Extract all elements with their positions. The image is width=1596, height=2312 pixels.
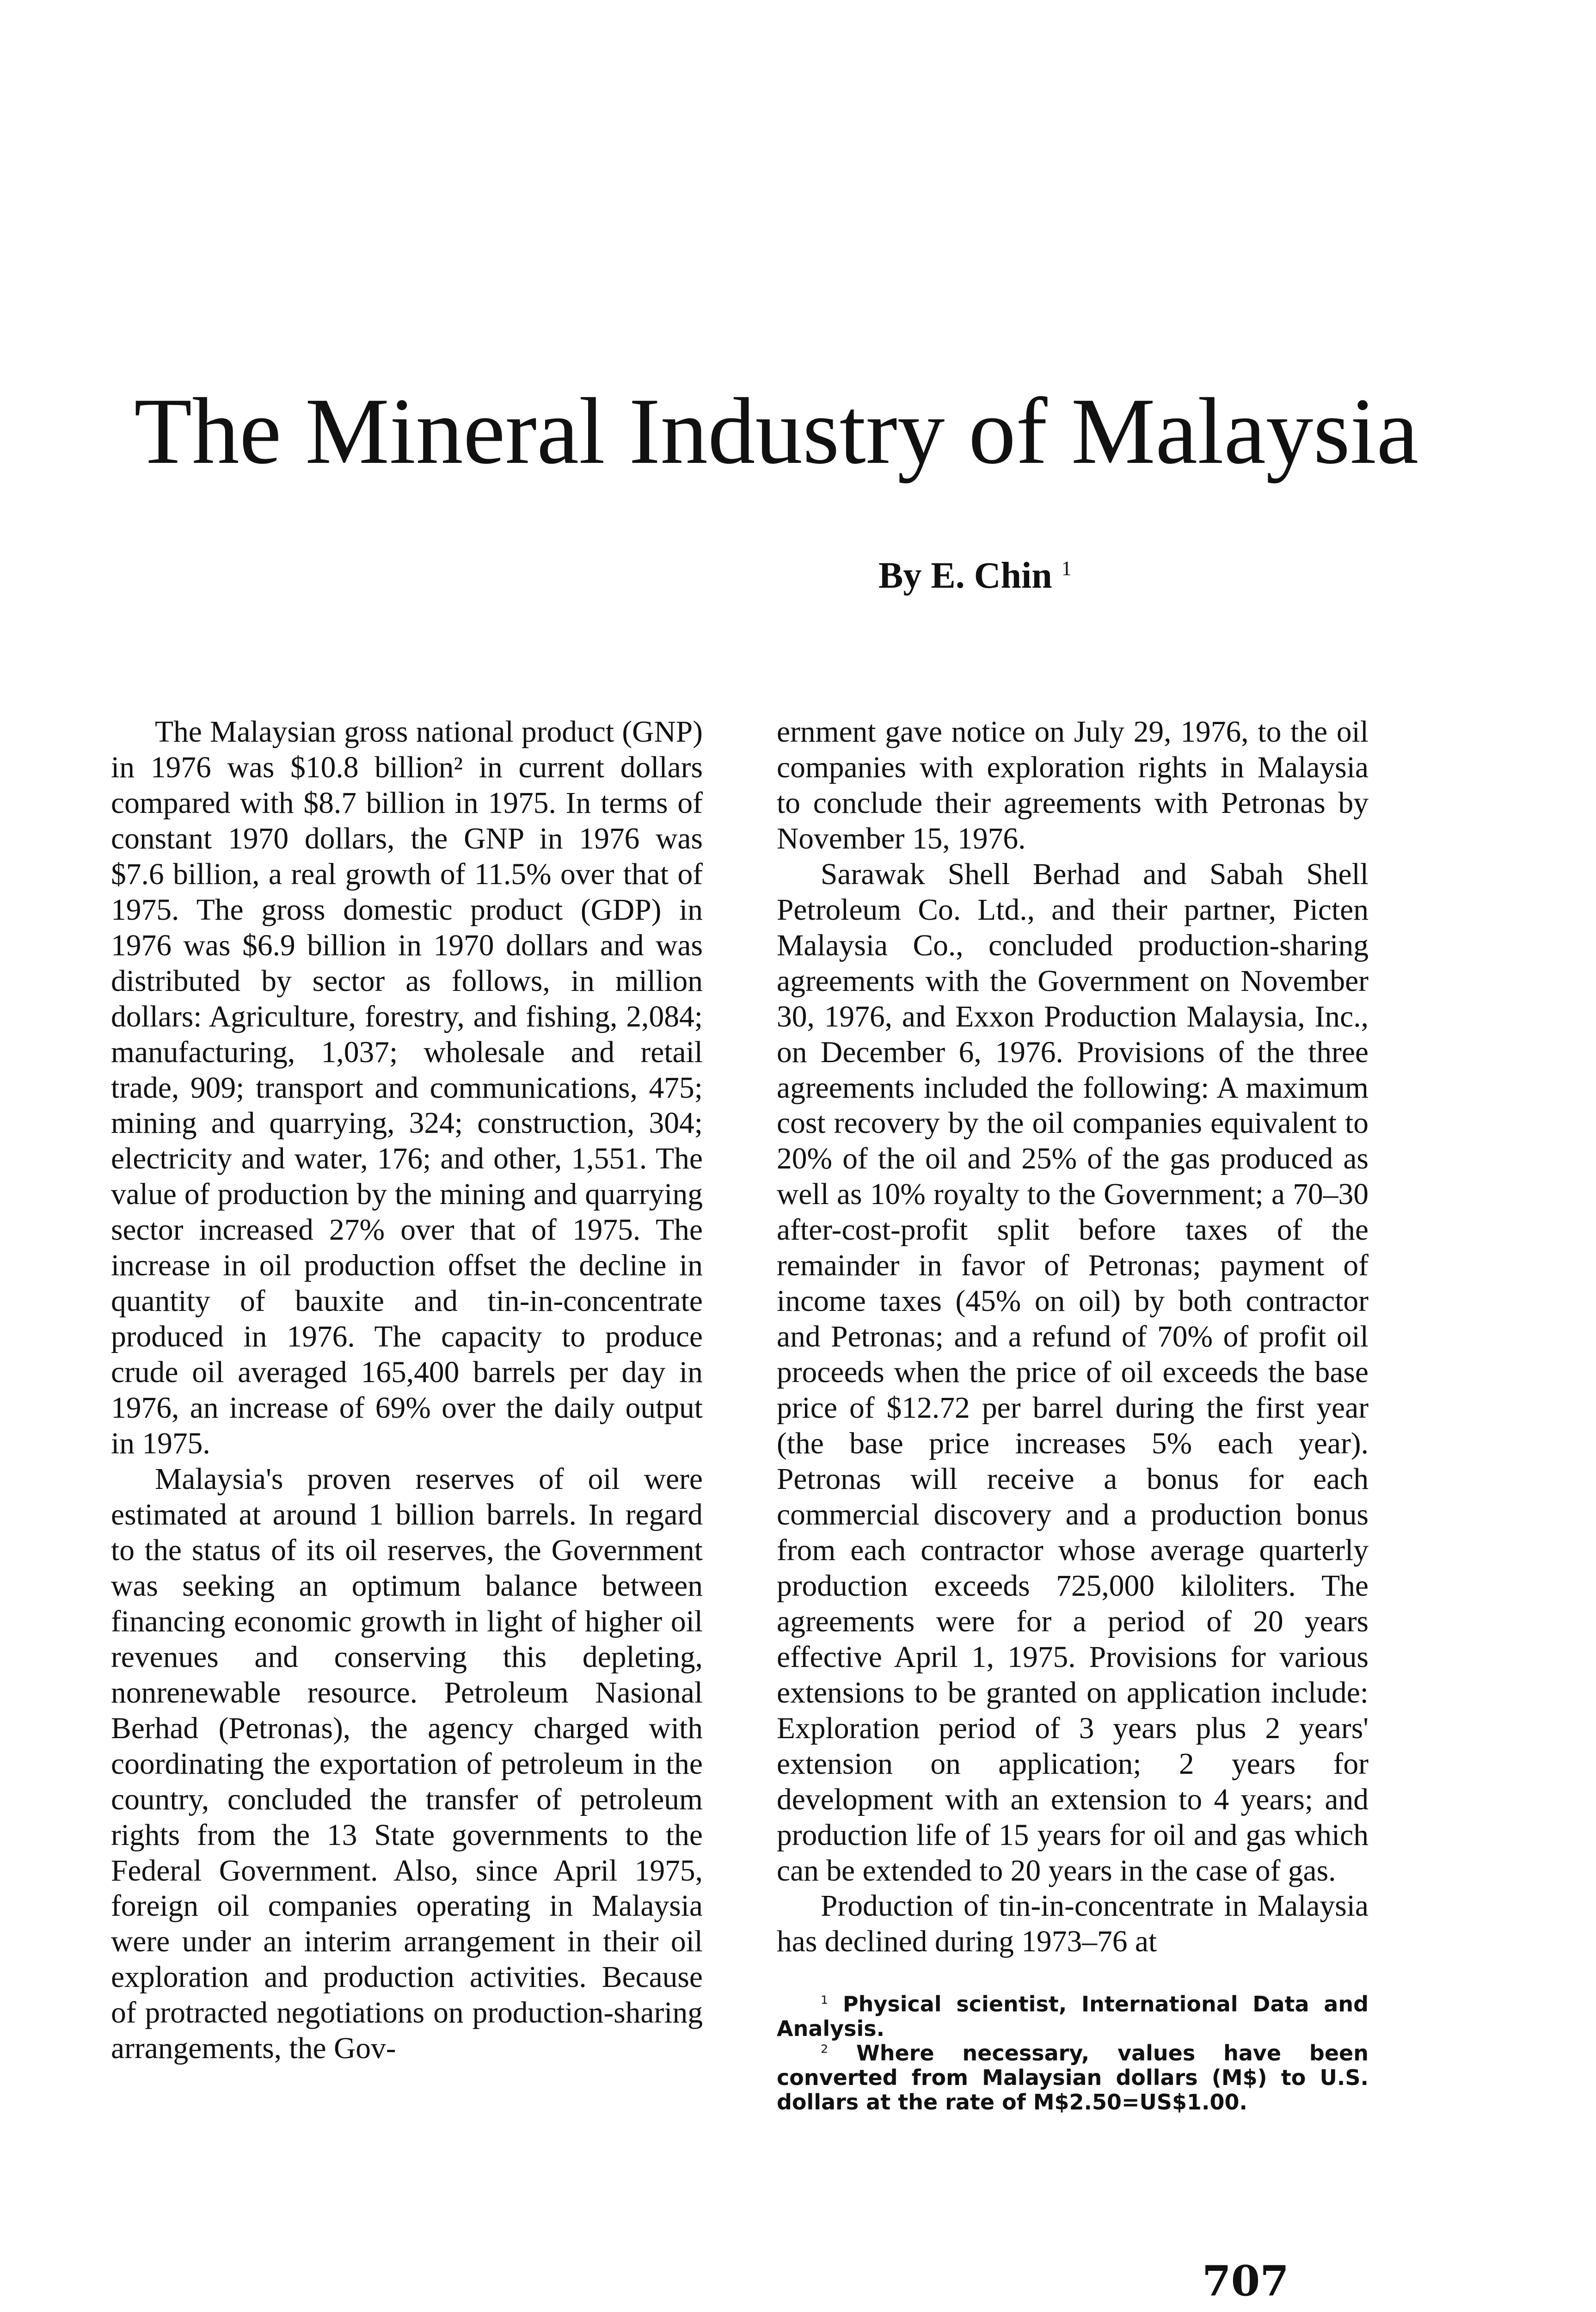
author-name: By E. Chin: [878, 555, 1052, 596]
left-column: [111, 714, 703, 2066]
footnote-2: [777, 2041, 1369, 2115]
footnotes: [777, 1992, 1369, 2114]
author-footnote-marker: 1: [1061, 557, 1072, 580]
article-title: The Mineral Industry of Malaysia: [134, 379, 1419, 484]
paragraph-oil-reserves: Malaysia's proven reserves of oil were estimated at around 1 billion barrels. In regard to the status of its oil reserves, the Government was seeking an optimum balance between financing economic growth in light of higher oil revenues and conserving this depleting, nonrenewable resource. Petroleum Nasional Berhad (Petronas), the agency charged with coordinating the exportation of petroleum in the country, concluded the transfer of petroleum rights from the 13 State governments to the Federal Government. Also, since April 1975, foreign oil companies operating in Malaysia were under an interim arrangement in their oil exploration and production activities. Because of protracted negotiations on production-sharing arrangements, the Gov-: [111, 1463, 703, 2066]
footnote-text: Where necessary, values have been converted from Malaysian dollars (M$) to U.S. dollars at the rate of M$2.50=US$1.00.: [777, 2041, 1369, 2115]
right-column: [777, 714, 1369, 2115]
paragraph-production-sharing: Sarawak Shell Berhad and Sabah Shell Petroleum Co. Ltd., and their partner, Picten Malaysia Co., concluded production-sharing agreements with the Government on November 30, 1976, and Exxon Production Malaysia, Inc., on December 6, 1976. Provisions of the three agreements included the following: A maximum cost recovery by the oil companies equivalent to 20% of the oil and 25% of the gas produced as well as 10% royalty to the Government; a 70–30 after-cost-profit split before taxes of the remainder in favor of Petronas; payment of income taxes (45% on oil) by both contractor and Petronas; and a refund of 70% of profit oil proceeds when the price of oil exceeds the base price of $12.72 per barrel during the first year (the base price increases 5% each year). Petronas will receive a bonus for each commercial discovery and a production bonus from each contractor whose average quarterly production exceeds 725,000 kiloliters. The agreements were for a period of 20 years effective April 1, 1975. Provisions for various extensions to be granted on application include: Exploration period of 3 years plus 2 years' extension on application; 2 years for development with an extension to 4 years; and production life of 15 years for oil and gas which can be extended to 20 years in the case of gas.: [777, 857, 1369, 1888]
footnote-1: [777, 1992, 1369, 2041]
paragraph-tin-production: Production of tin-in-concentrate in Malaysia has declined during 1973–76 at: [777, 1889, 1369, 1959]
author-byline: [878, 555, 1072, 597]
paragraph-gnp: The Malaysian gross national product (GNP) in 1976 was $10.8 billion² in current dollars compared with $8.7 billion in 1975. In terms of constant 1970 dollars, the GNP in 1976 was $7.6 billion, a real growth of 11.5% over that of 1975. The gross domestic product (GDP) in 1976 was $6.9 billion in 1970 dollars and was distributed by sector as follows, in million dollars: Agriculture, forestry, and fishing, 2,084; manufacturing, 1,037; wholesale and retail trade, 909; transport and communications, 475; mining and quarrying, 324; construction, 304; electricity and water, 176; and other, 1,551. The value of production by the mining and quarrying sector increased 27% over that of 1975. The increase in oil production offset the decline in quantity of bauxite and tin-in-concentrate produced in 1976. The capacity to produce crude oil averaged 165,400 barrels per day in 1976, an increase of 69% over the daily output in 1975.: [111, 715, 703, 1461]
page-number: 707: [1202, 2257, 1289, 2306]
footnote-marker: 2: [821, 2042, 829, 2056]
footnote-marker: 1: [821, 1993, 829, 2007]
paragraph-continuation: ernment gave notice on July 29, 1976, to the oil companies with exploration rights in Malaysia to conclude their agreements with Petronas by November 15, 1976.: [777, 715, 1369, 855]
footnote-text: Physical scientist, International Data and Analysis.: [777, 1992, 1369, 2041]
